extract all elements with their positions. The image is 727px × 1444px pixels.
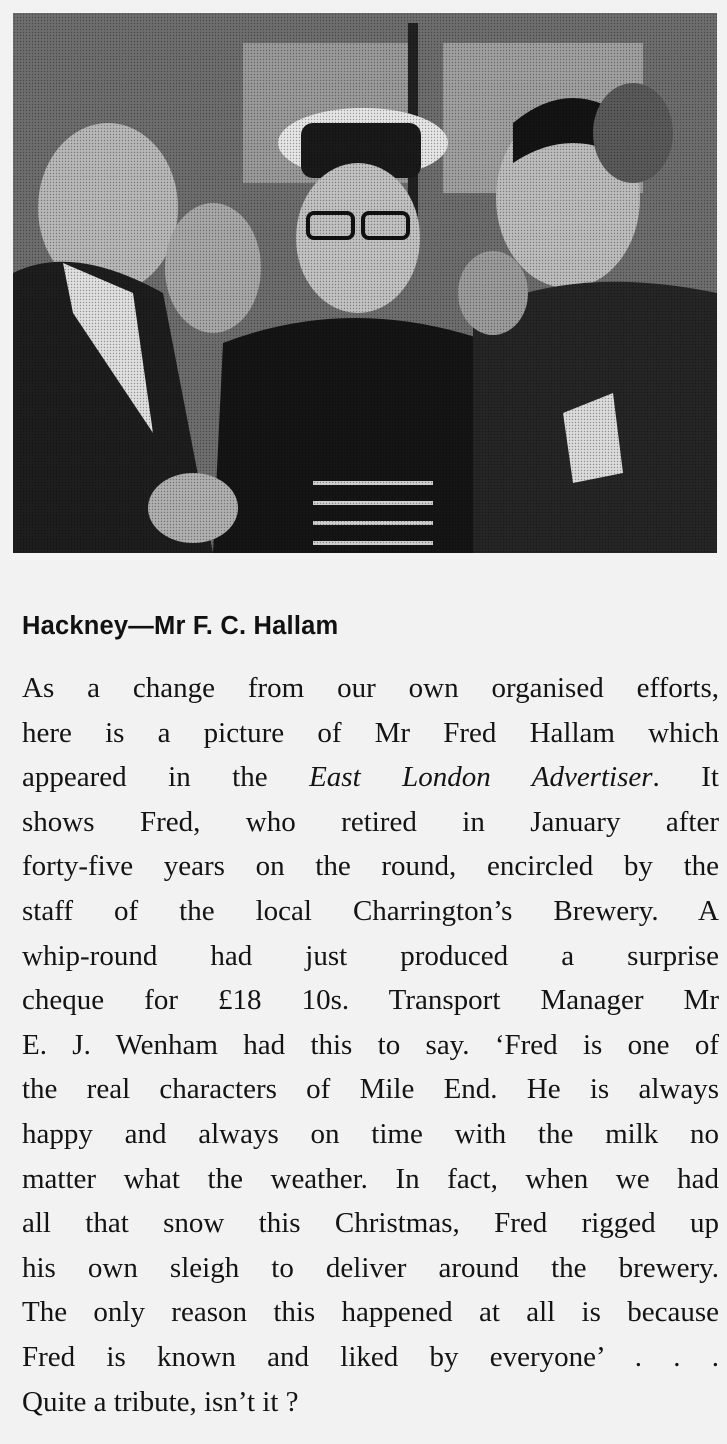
body-line: E. J. Wenham had this to say. ‘Fred is one of — [22, 1028, 719, 1061]
publication-title: East London Advertiser — [309, 761, 653, 794]
article-body — [22, 666, 719, 1424]
photograph-icon — [13, 13, 717, 553]
body-line: the real characters of Mile End. He is always — [22, 1073, 719, 1106]
body-line: staff of the local Charrington’s Brewery. A — [22, 894, 719, 927]
body-line-pre: appeared in the — [22, 761, 310, 794]
article-headline: Hackney—Mr F. C. Hallam — [22, 612, 339, 640]
body-line: Fred is known and liked by everyone’ . . . — [22, 1340, 719, 1373]
body-line: whip-round had just produced a surprise — [22, 939, 719, 972]
body-line: The only reason this happened at all is because — [22, 1296, 719, 1329]
body-line: cheque for £18 10s. Transport Manager Mr — [22, 984, 719, 1017]
body-line: his own sleigh to deliver around the brewery. — [22, 1251, 719, 1284]
body-line: here is a picture of Mr Fred Hallam which — [22, 716, 719, 749]
body-line: all that snow this Christmas, Fred rigged up — [22, 1207, 719, 1240]
article-photo — [13, 13, 717, 553]
body-line: As a change from our own organised efforts, — [22, 672, 719, 704]
body-line: Quite a tribute, isn’t it ? — [22, 1385, 299, 1418]
body-line: happy and always on time with the milk no — [22, 1117, 719, 1150]
body-line: shows Fred, who retired in January after — [22, 805, 719, 838]
body-line: matter what the weather. In fact, when we had — [22, 1162, 719, 1195]
body-line-post: . It — [652, 761, 719, 794]
body-line: forty-five years on the round, encircled by the — [22, 850, 719, 883]
body-line — [22, 755, 719, 800]
